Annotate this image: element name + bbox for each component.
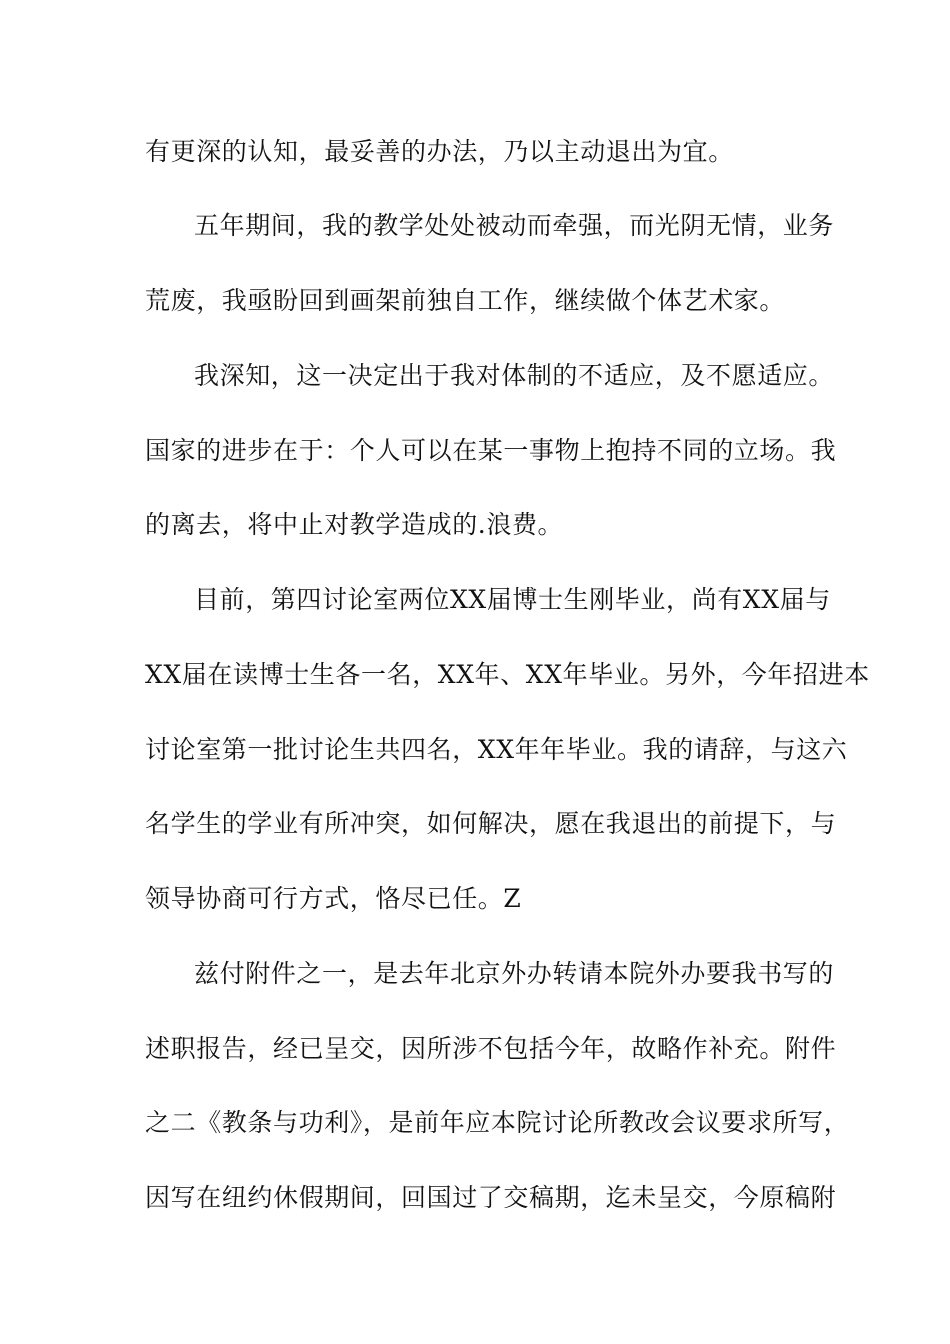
paragraph-first-line: 五年期间，我的教学处处被动而牵强，而光阴无情，业务 — [194, 211, 835, 240]
text-line: 因写在纽约休假期间，回国过了交稿期，迄未呈交，今原稿附 — [145, 1183, 837, 1212]
text-line: 荒废，我亟盼回到画架前独自工作，继续做个体艺术家。 — [145, 286, 786, 315]
text-line: 有更深的认知，最妥善的办法，乃以主动退出为宜。 — [145, 137, 734, 166]
text-line: 讨论室第一批讨论生共四名，XX年年毕业。我的请辞，与这六 — [145, 735, 848, 764]
paragraph-first-line: 我深知，这一决定出于我对体制的不适应，及不愿适应。 — [194, 361, 835, 390]
paragraph-first-line: 目前，第四讨论室两位XX届博士生刚毕业，尚有XX届与 — [194, 585, 831, 614]
text-line: 述职报告，经已呈交，因所涉不包括今年，故略作补充。附件 — [145, 1034, 837, 1063]
text-line: 之二《教条与功利》，是前年应本院讨论所教改会议要求所写， — [145, 1108, 850, 1137]
text-line: 领导协商可行方式，恪尽已任。Z — [145, 884, 522, 913]
text-line: XX届在读博士生各一名，XX年、XX年毕业。另外，今年招进本 — [145, 660, 870, 689]
text-line: 名学生的学业有所冲突，如何解决，愿在我退出的前提下，与 — [145, 809, 837, 838]
text-line: 的离去，将中止对教学造成的.浪费。 — [145, 510, 564, 539]
text-line: 国家的进步在于：个人可以在某一事物上抱持不同的立场。我 — [145, 436, 837, 465]
paragraph-first-line: 兹付附件之一，是去年北京外办转请本院外办要我书写的 — [194, 959, 835, 988]
